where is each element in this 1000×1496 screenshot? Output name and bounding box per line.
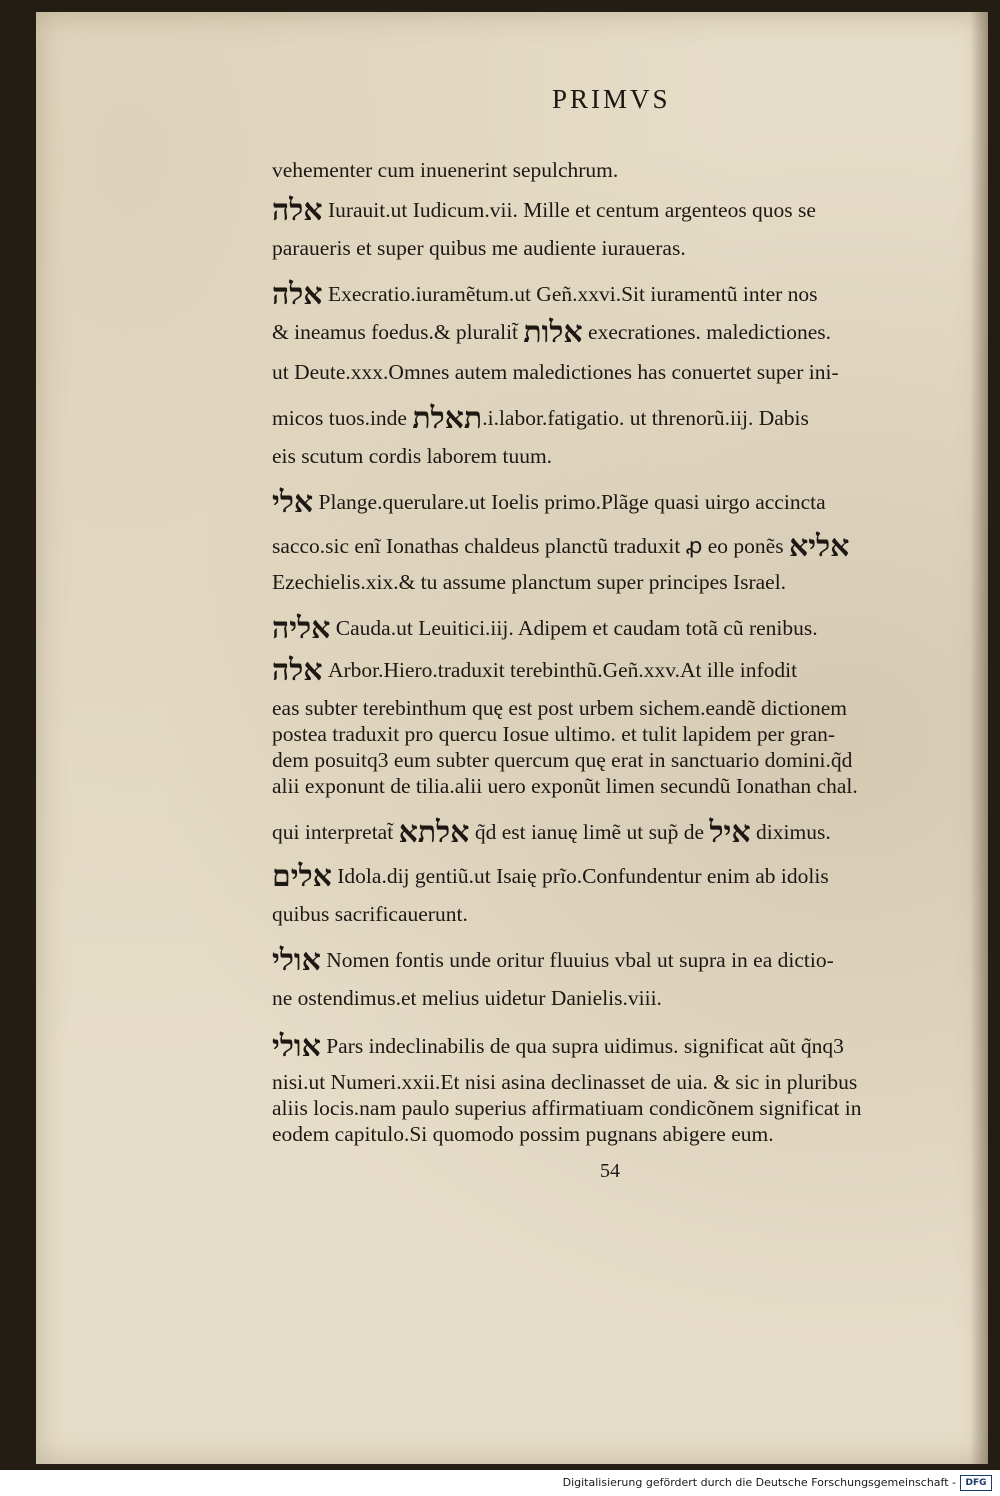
line-text: dem posuitq3 eum subter quercum quę erat in sanctuario domini.q̃d (272, 748, 853, 772)
line-text: postea traduxit pro quercu Iosue ultimo. et tulit lapidem per gran- (272, 722, 836, 746)
text-line (272, 238, 686, 260)
hebrew-inline-word: אליא (788, 529, 850, 564)
line-text: aliis locis.nam paulo superius affirmatiuam condicõnem significat in (272, 1096, 862, 1120)
line-text: Idola.dij gentiũ.ut Isaię prĩo.Confundentur enim ab idolis (331, 864, 829, 888)
text-line (272, 160, 618, 182)
line-text: vehementer cum inuenerint sepulchrum. (272, 158, 619, 182)
line-text: ne ostendimus.et melius uidetur Danielis.viii. (272, 986, 662, 1010)
hebrew-inline-word: תאלת (412, 401, 483, 436)
line-text: sacco.sic enĩ Ionathas chaldeus planctũ traduxit ꝓ eo ponẽs (272, 534, 789, 558)
text-line (272, 315, 832, 350)
text-line (272, 611, 818, 646)
footer-bar (0, 1470, 1000, 1496)
line-text: qui interpretat̃ (272, 820, 399, 844)
text-line (272, 988, 662, 1010)
hebrew-headword: אולי (272, 943, 321, 978)
line-text: Iurauit.ut Iudicum.vii. Mille et centum argenteos quos se (322, 198, 816, 222)
text-line (272, 193, 816, 228)
hebrew-headword: אלה (272, 193, 323, 228)
text-line (272, 653, 798, 688)
text-line (272, 698, 847, 720)
line-text: Execratio.iuramẽtum.ut Geñ.xxvi.Sit iuramentũ inter nos (322, 282, 818, 306)
line-text: Nomen fontis unde oritur fluuius vbal ut supra in ea dictio- (320, 948, 834, 972)
line-text: eis scutum cordis laborem tuum. (272, 444, 553, 468)
dfg-logo: DFG (960, 1475, 992, 1491)
text-line (272, 485, 826, 520)
hebrew-headword: אולי (272, 1029, 321, 1064)
hebrew-headword: אליה (272, 611, 331, 646)
hebrew-inline-word: איל (709, 815, 751, 850)
hebrew-inline-word: אלות (523, 315, 583, 350)
running-head: PRIMVS (552, 84, 671, 114)
line-text: ut Deute.xxx.Omnes autem maledictiones has conuertet super ini- (272, 360, 839, 384)
line-text: Ezechielis.xix.& tu assume planctum super principes Israel. (272, 570, 787, 594)
line-text: Pars indeclinabilis de qua supra uidimus. significat aũt q̃nq3 (320, 1034, 844, 1058)
text-line (272, 724, 835, 746)
text-line (272, 904, 468, 926)
hebrew-headword: אלה (272, 653, 323, 688)
line-text: Plange.querulare.ut Ioelis primo.Plãge quasi uirgo accincta (313, 490, 826, 514)
line-text: quibus sacrificauerunt. (272, 902, 468, 926)
text-line (272, 529, 850, 564)
hebrew-headword: אלה (272, 277, 323, 312)
line-text: diximus. (750, 820, 831, 844)
text-line (272, 750, 852, 772)
text-line (272, 401, 809, 436)
line-text: micos tuos.inde (272, 406, 413, 430)
line-text: Cauda.ut Leuitici.iij. Adipem et caudam totã cũ renibus. (330, 616, 818, 640)
text-line (272, 859, 829, 894)
line-text: execrationes. maledictiones. (582, 320, 832, 344)
page-gutter-shadow (970, 12, 988, 1464)
text-line (272, 572, 786, 594)
line-text: nisi.ut Numeri.xxii.Et nisi asina declinasset de uia. & sic in pluribus (272, 1070, 858, 1094)
folio-number: 54 (600, 1160, 620, 1182)
hebrew-inline-word: אלתא (398, 815, 470, 850)
text-line (272, 1029, 844, 1064)
line-text: eodem capitulo.Si quomodo possim pugnans abigere eum. (272, 1122, 774, 1146)
line-text: eas subter terebinthum quę est post urbem sichem.eandẽ dictionem (272, 696, 847, 720)
footer-credit: Digitalisierung gefördert durch die Deutsche Forschungsgemeinschaft - (562, 1476, 956, 1489)
line-text: & ineamus foedus.& pluralit̃ (272, 320, 524, 344)
text-line (272, 1124, 774, 1146)
text-line (272, 776, 858, 798)
text-line (272, 446, 552, 468)
text-line (272, 362, 839, 384)
hebrew-headword: אלי (272, 485, 314, 520)
text-line (272, 1098, 862, 1120)
hebrew-headword: אלים (272, 859, 332, 894)
line-text: Arbor.Hiero.traduxit terebinthũ.Geñ.xxv.At ille infodit (322, 658, 798, 682)
line-text: paraueris et super quibus me audiente iuraueras. (272, 236, 686, 260)
line-text: alii exponunt de tilia.alii uero exponũt limen secundũ Ionathan chal. (272, 774, 858, 798)
text-line (272, 277, 818, 312)
line-text: .i.labor.fatigatio. ut threnorũ.iij. Dabis (482, 406, 809, 430)
text-line (272, 1072, 857, 1094)
text-line (272, 815, 831, 850)
text-line (272, 943, 834, 978)
line-text: q̃d est ianuę limẽ ut sup̃ de (469, 820, 710, 844)
